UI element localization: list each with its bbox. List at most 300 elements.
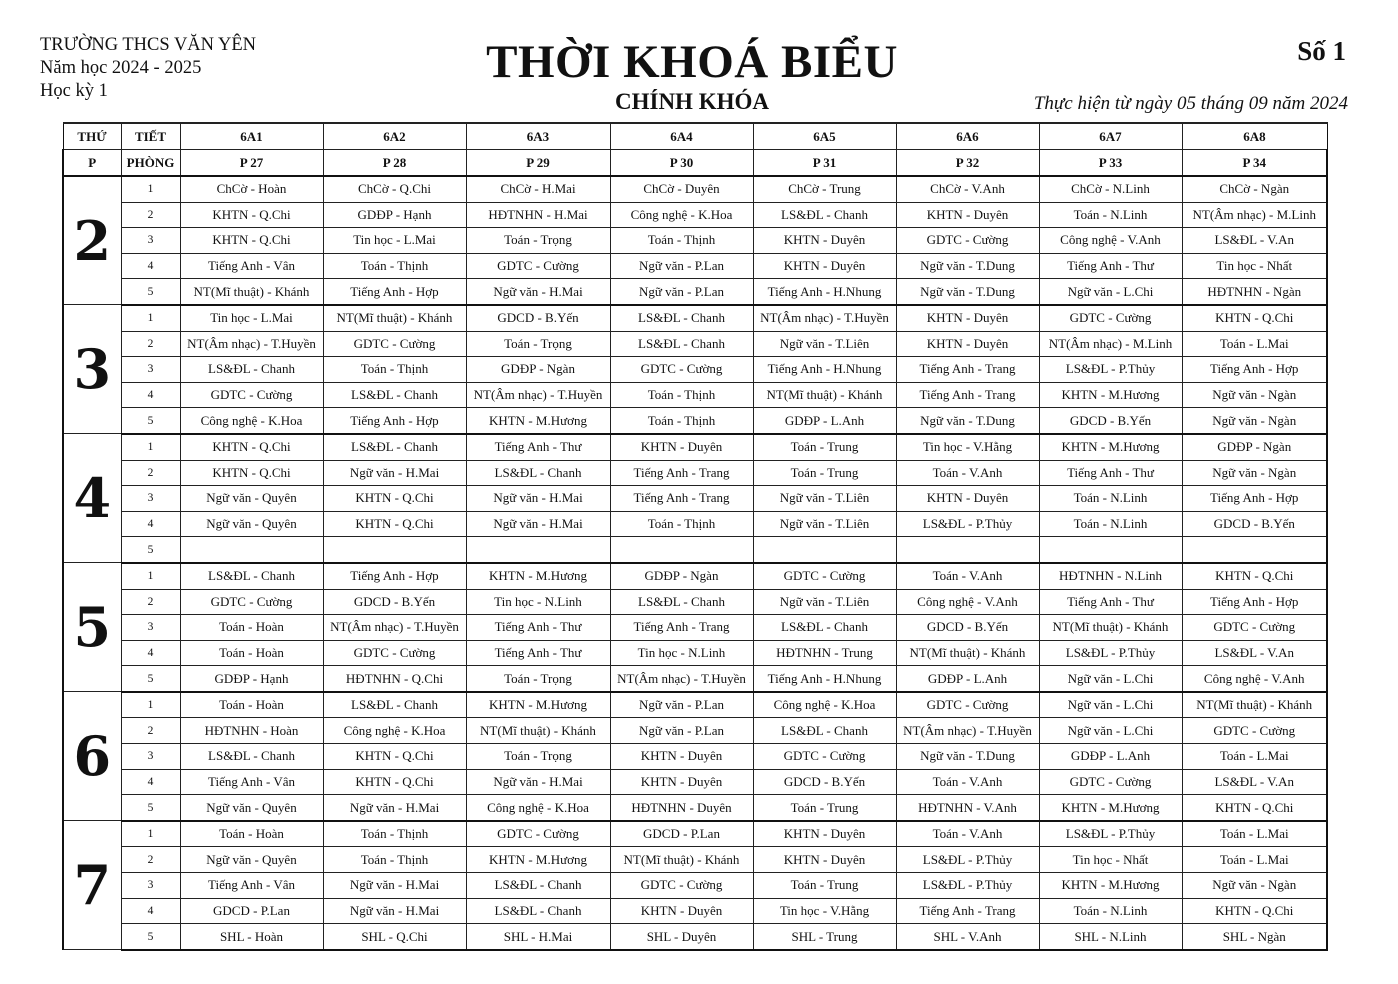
- lesson-cell: Công nghệ - K.Hoa: [466, 795, 610, 821]
- lesson-cell: Tiếng Anh - Trang: [610, 486, 753, 512]
- lesson-cell: Ngữ văn - H.Mai: [466, 769, 610, 795]
- lesson-cell: KHTN - Q.Chi: [323, 744, 466, 770]
- lesson-cell: NT(Âm nhạc) - T.Huyền: [753, 305, 896, 331]
- lesson-cell: GDĐP - Ngàn: [1182, 434, 1327, 460]
- lesson-cell: KHTN - Q.Chi: [1182, 898, 1327, 924]
- lesson-cell: Công nghệ - K.Hoa: [610, 202, 753, 228]
- lesson-cell: Ngữ văn - P.Lan: [610, 718, 753, 744]
- lesson-cell: LS&ĐL - Chanh: [180, 563, 323, 589]
- lesson-cell: HĐTNHN - Duyên: [610, 795, 753, 821]
- lesson-cell: NT(Âm nhạc) - T.Huyền: [610, 666, 753, 692]
- lesson-cell: Toán - Trọng: [466, 228, 610, 254]
- lesson-cell: GDTC - Cường: [1182, 615, 1327, 641]
- period-number: 4: [121, 769, 180, 795]
- lesson-cell: LS&ĐL - P.Thủy: [1039, 640, 1182, 666]
- day-column-header: THỨ: [63, 123, 121, 150]
- lesson-cell: KHTN - Duyên: [753, 821, 896, 847]
- lesson-cell: Ngữ văn - T.Dung: [896, 253, 1039, 279]
- lesson-cell: Tiếng Anh - Hợp: [323, 563, 466, 589]
- table-row: [63, 357, 1327, 383]
- lesson-cell: KHTN - Duyên: [610, 769, 753, 795]
- lesson-cell: Toán - V.Anh: [896, 821, 1039, 847]
- lesson-cell: Ngữ văn - Ngàn: [1182, 460, 1327, 486]
- room-label-header: PHÒNG: [121, 150, 180, 177]
- lesson-cell: HĐTNHN - Q.Chi: [323, 666, 466, 692]
- lesson-cell: LS&ĐL - Chanh: [753, 615, 896, 641]
- lesson-cell: SHL - Hoàn: [180, 924, 323, 950]
- period-number: 5: [121, 924, 180, 950]
- lesson-cell: KHTN - Q.Chi: [180, 434, 323, 460]
- lesson-cell: Ngữ văn - H.Mai: [466, 279, 610, 305]
- table-row: [63, 744, 1327, 770]
- lesson-cell: HĐTNHN - H.Mai: [466, 202, 610, 228]
- table-row: [63, 537, 1327, 563]
- table-row: [63, 331, 1327, 357]
- lesson-cell: LS&ĐL - V.An: [1182, 769, 1327, 795]
- table-row: [63, 228, 1327, 254]
- lesson-cell: KHTN - Q.Chi: [323, 769, 466, 795]
- lesson-cell: Tiếng Anh - H.Nhung: [753, 666, 896, 692]
- lesson-cell: LS&ĐL - P.Thủy: [896, 511, 1039, 537]
- school-name: TRƯỜNG THCS VĂN YÊN: [40, 35, 256, 55]
- table-row: [63, 176, 1327, 202]
- lesson-cell: Tiếng Anh - Vân: [180, 769, 323, 795]
- table-row: [63, 718, 1327, 744]
- lesson-cell: Ngữ văn - P.Lan: [610, 279, 753, 305]
- period-number: 5: [121, 666, 180, 692]
- lesson-cell: KHTN - Duyên: [753, 847, 896, 873]
- lesson-cell: Ngữ văn - L.Chi: [1039, 666, 1182, 692]
- lesson-cell: GDTC - Cường: [323, 640, 466, 666]
- lesson-cell: Tiếng Anh - Thư: [1039, 253, 1182, 279]
- lesson-cell: ChCờ - Ngàn: [1182, 176, 1327, 202]
- lesson-cell: GDĐP - L.Anh: [753, 408, 896, 434]
- lesson-cell: ChCờ - H.Mai: [466, 176, 610, 202]
- period-number: 5: [121, 279, 180, 305]
- lesson-cell: LS&ĐL - V.An: [1182, 640, 1327, 666]
- lesson-cell: KHTN - Q.Chi: [180, 228, 323, 254]
- lesson-cell: SHL - N.Linh: [1039, 924, 1182, 950]
- lesson-cell: GDCD - B.Yến: [896, 615, 1039, 641]
- table-row: [63, 202, 1327, 228]
- lesson-cell: NT(Âm nhạc) - T.Huyền: [896, 718, 1039, 744]
- lesson-cell: KHTN - Q.Chi: [323, 511, 466, 537]
- lesson-cell: Tiếng Anh - Thư: [1039, 460, 1182, 486]
- table-row: [63, 615, 1327, 641]
- lesson-cell: Ngữ văn - T.Liên: [753, 486, 896, 512]
- table-row: [63, 924, 1327, 950]
- period-number: 2: [121, 460, 180, 486]
- lesson-cell: Toán - L.Mai: [1182, 744, 1327, 770]
- period-number: 1: [121, 563, 180, 589]
- room-header: P 31: [753, 150, 896, 177]
- lesson-cell: SHL - Trung: [753, 924, 896, 950]
- lesson-cell: GDTC - Cường: [180, 589, 323, 615]
- lesson-cell: GDTC - Cường: [610, 357, 753, 383]
- lesson-cell: Ngữ văn - T.Liên: [753, 511, 896, 537]
- lesson-cell: Ngữ văn - H.Mai: [323, 873, 466, 899]
- lesson-cell: LS&ĐL - Chanh: [323, 692, 466, 718]
- class-header: 6A7: [1039, 123, 1182, 150]
- lesson-cell: Tiếng Anh - Trang: [896, 898, 1039, 924]
- lesson-cell: Ngữ văn - T.Dung: [896, 744, 1039, 770]
- lesson-cell: Ngữ văn - T.Dung: [896, 279, 1039, 305]
- lesson-cell: Ngữ văn - H.Mai: [323, 460, 466, 486]
- class-header: 6A1: [180, 123, 323, 150]
- lesson-cell: Công nghệ - V.Anh: [1182, 666, 1327, 692]
- room-header: P 29: [466, 150, 610, 177]
- period-number: 3: [121, 228, 180, 254]
- lesson-cell: KHTN - Q.Chi: [1182, 305, 1327, 331]
- lesson-cell: Toán - Hoàn: [180, 640, 323, 666]
- lesson-cell: GDCD - B.Yến: [753, 769, 896, 795]
- lesson-cell: GDCD - B.Yến: [1182, 511, 1327, 537]
- lesson-cell: Toán - Thịnh: [610, 408, 753, 434]
- lesson-cell: KHTN - Duyên: [896, 305, 1039, 331]
- room-header: P 28: [323, 150, 466, 177]
- day-label: 4: [63, 434, 121, 563]
- lesson-cell: Toán - V.Anh: [896, 460, 1039, 486]
- period-number: 3: [121, 744, 180, 770]
- room-header: P 33: [1039, 150, 1182, 177]
- lesson-cell: KHTN - Duyên: [753, 253, 896, 279]
- lesson-cell: Công nghệ - V.Anh: [896, 589, 1039, 615]
- day-label: 3: [63, 305, 121, 434]
- lesson-cell: Tin học - N.Linh: [610, 640, 753, 666]
- lesson-cell: LS&ĐL - P.Thủy: [896, 873, 1039, 899]
- lesson-cell: Toán - Thịnh: [610, 511, 753, 537]
- timetable: [62, 122, 1328, 951]
- lesson-cell: Tiếng Anh - Hợp: [1182, 357, 1327, 383]
- lesson-cell: GDCD - P.Lan: [610, 821, 753, 847]
- lesson-cell: HĐTNHN - Trung: [753, 640, 896, 666]
- lesson-cell: [1039, 537, 1182, 563]
- period-number: 3: [121, 615, 180, 641]
- lesson-cell: Toán - Hoàn: [180, 821, 323, 847]
- lesson-cell: GDĐP - Hạnh: [323, 202, 466, 228]
- lesson-cell: ChCờ - N.Linh: [1039, 176, 1182, 202]
- lesson-cell: Tin học - Nhất: [1039, 847, 1182, 873]
- lesson-cell: Tiếng Anh - Hợp: [1182, 486, 1327, 512]
- day-label: 6: [63, 692, 121, 821]
- lesson-cell: Công nghệ - K.Hoa: [753, 692, 896, 718]
- lesson-cell: LS&ĐL - Chanh: [610, 305, 753, 331]
- table-row: [63, 408, 1327, 434]
- table-row: [63, 873, 1327, 899]
- table-row: [63, 898, 1327, 924]
- lesson-cell: [323, 537, 466, 563]
- table-row: [63, 692, 1327, 718]
- lesson-cell: KHTN - Q.Chi: [180, 202, 323, 228]
- lesson-cell: Tiếng Anh - Trang: [896, 357, 1039, 383]
- lesson-cell: GDTC - Cường: [610, 873, 753, 899]
- lesson-cell: LS&ĐL - Chanh: [610, 589, 753, 615]
- lesson-cell: Toán - V.Anh: [896, 769, 1039, 795]
- lesson-cell: NT(Mĩ thuật) - Khánh: [323, 305, 466, 331]
- lesson-cell: Ngữ văn - H.Mai: [323, 795, 466, 821]
- period-number: 1: [121, 176, 180, 202]
- lesson-cell: Tiếng Anh - Thư: [466, 434, 610, 460]
- lesson-cell: GDĐP - L.Anh: [1039, 744, 1182, 770]
- lesson-cell: GDCD - B.Yến: [1039, 408, 1182, 434]
- day-label: 7: [63, 821, 121, 950]
- lesson-cell: Tin học - V.Hằng: [896, 434, 1039, 460]
- lesson-cell: [896, 537, 1039, 563]
- lesson-cell: KHTN - Duyên: [610, 898, 753, 924]
- table-row: [63, 847, 1327, 873]
- lesson-cell: GDCD - B.Yến: [466, 305, 610, 331]
- lesson-cell: LS&ĐL - Chanh: [180, 357, 323, 383]
- lesson-cell: KHTN - M.Hương: [466, 563, 610, 589]
- lesson-cell: [610, 537, 753, 563]
- lesson-cell: Toán - Thịnh: [323, 253, 466, 279]
- lesson-cell: ChCờ - Q.Chi: [323, 176, 466, 202]
- lesson-cell: Ngữ văn - T.Liên: [753, 331, 896, 357]
- period-number: 1: [121, 821, 180, 847]
- period-number: 3: [121, 873, 180, 899]
- table-row: [63, 434, 1327, 460]
- lesson-cell: NT(Mĩ thuật) - Khánh: [1039, 615, 1182, 641]
- lesson-cell: Toán - N.Linh: [1039, 511, 1182, 537]
- lesson-cell: Ngữ văn - Quyên: [180, 847, 323, 873]
- period-number: 5: [121, 537, 180, 563]
- header-row-classes: [63, 123, 1327, 150]
- lesson-cell: NT(Âm nhạc) - T.Huyền: [323, 615, 466, 641]
- lesson-cell: Tiếng Anh - Hợp: [1182, 589, 1327, 615]
- lesson-cell: KHTN - Q.Chi: [180, 460, 323, 486]
- lesson-cell: Tiếng Anh - Trang: [610, 460, 753, 486]
- lesson-cell: Ngữ văn - Ngàn: [1182, 408, 1327, 434]
- lesson-cell: KHTN - Q.Chi: [323, 486, 466, 512]
- lesson-cell: Tin học - N.Linh: [466, 589, 610, 615]
- period-number: 2: [121, 589, 180, 615]
- lesson-cell: NT(Mĩ thuật) - Khánh: [1182, 692, 1327, 718]
- lesson-cell: GDTC - Cường: [896, 692, 1039, 718]
- period-number: 1: [121, 434, 180, 460]
- table-row: [63, 253, 1327, 279]
- table-row: [63, 769, 1327, 795]
- lesson-cell: KHTN - Duyên: [610, 434, 753, 460]
- lesson-cell: ChCờ - V.Anh: [896, 176, 1039, 202]
- lesson-cell: Toán - L.Mai: [1182, 821, 1327, 847]
- lesson-cell: Tiếng Anh - Trang: [896, 382, 1039, 408]
- lesson-cell: GDĐP - Ngàn: [610, 563, 753, 589]
- lesson-cell: Toán - Thịnh: [323, 847, 466, 873]
- school-term: Học kỳ 1: [40, 81, 108, 101]
- lesson-cell: KHTN - M.Hương: [466, 847, 610, 873]
- lesson-cell: NT(Mĩ thuật) - Khánh: [466, 718, 610, 744]
- lesson-cell: GDTC - Cường: [1039, 305, 1182, 331]
- lesson-cell: NT(Âm nhạc) - T.Huyền: [466, 382, 610, 408]
- lesson-cell: Tiếng Anh - Hợp: [323, 408, 466, 434]
- lesson-cell: Tin học - L.Mai: [323, 228, 466, 254]
- lesson-cell: Công nghệ - V.Anh: [1039, 228, 1182, 254]
- lesson-cell: [180, 537, 323, 563]
- page-title: THỜI KHOÁ BIỂU: [486, 36, 898, 88]
- lesson-cell: Tiếng Anh - Vân: [180, 253, 323, 279]
- table-row: [63, 460, 1327, 486]
- lesson-cell: [466, 537, 610, 563]
- lesson-cell: LS&ĐL - Chanh: [180, 744, 323, 770]
- lesson-cell: LS&ĐL - Chanh: [323, 382, 466, 408]
- lesson-cell: SHL - Duyên: [610, 924, 753, 950]
- lesson-cell: Toán - Thịnh: [610, 228, 753, 254]
- lesson-cell: SHL - H.Mai: [466, 924, 610, 950]
- lesson-cell: ChCờ - Trung: [753, 176, 896, 202]
- lesson-cell: Ngữ văn - Ngàn: [1182, 382, 1327, 408]
- lesson-cell: HĐTNHN - Ngàn: [1182, 279, 1327, 305]
- class-header: 6A2: [323, 123, 466, 150]
- lesson-cell: ChCờ - Hoàn: [180, 176, 323, 202]
- class-header: 6A8: [1182, 123, 1327, 150]
- lesson-cell: Toán - L.Mai: [1182, 331, 1327, 357]
- lesson-cell: SHL - Ngàn: [1182, 924, 1327, 950]
- lesson-cell: LS&ĐL - Chanh: [466, 898, 610, 924]
- lesson-cell: Toán - V.Anh: [896, 563, 1039, 589]
- room-label-p: P: [63, 150, 121, 177]
- lesson-cell: LS&ĐL - Chanh: [466, 460, 610, 486]
- lesson-cell: KHTN - Q.Chi: [1182, 563, 1327, 589]
- lesson-cell: Toán - Trung: [753, 873, 896, 899]
- table-row: [63, 640, 1327, 666]
- period-number: 2: [121, 718, 180, 744]
- table-row: [63, 821, 1327, 847]
- table-row: [63, 563, 1327, 589]
- lesson-cell: Toán - Trung: [753, 434, 896, 460]
- lesson-cell: KHTN - Q.Chi: [1182, 795, 1327, 821]
- class-header: 6A5: [753, 123, 896, 150]
- lesson-cell: Toán - Trung: [753, 795, 896, 821]
- period-number: 2: [121, 331, 180, 357]
- table-row: [63, 279, 1327, 305]
- table-row: [63, 589, 1327, 615]
- lesson-cell: Tiếng Anh - H.Nhung: [753, 279, 896, 305]
- lesson-cell: GDCD - P.Lan: [180, 898, 323, 924]
- lesson-cell: NT(Âm nhạc) - M.Linh: [1182, 202, 1327, 228]
- lesson-cell: Ngữ văn - H.Mai: [323, 898, 466, 924]
- lesson-cell: Toán - N.Linh: [1039, 898, 1182, 924]
- lesson-cell: GDCD - B.Yến: [323, 589, 466, 615]
- lesson-cell: GDĐP - L.Anh: [896, 666, 1039, 692]
- lesson-cell: GDTC - Cường: [323, 331, 466, 357]
- table-row: [63, 795, 1327, 821]
- lesson-cell: LS&ĐL - Chanh: [610, 331, 753, 357]
- lesson-cell: Ngữ văn - H.Mai: [466, 486, 610, 512]
- lesson-cell: Tin học - Nhất: [1182, 253, 1327, 279]
- lesson-cell: KHTN - M.Hương: [1039, 795, 1182, 821]
- page-subtitle: CHÍNH KHÓA: [615, 89, 769, 114]
- period-number: 5: [121, 795, 180, 821]
- class-header: 6A6: [896, 123, 1039, 150]
- lesson-cell: KHTN - M.Hương: [466, 692, 610, 718]
- lesson-cell: Toán - Trọng: [466, 331, 610, 357]
- period-number: 1: [121, 305, 180, 331]
- lesson-cell: KHTN - Duyên: [610, 744, 753, 770]
- lesson-cell: Công nghệ - K.Hoa: [180, 408, 323, 434]
- lesson-cell: [753, 537, 896, 563]
- lesson-cell: SHL - Q.Chi: [323, 924, 466, 950]
- lesson-cell: Tiếng Anh - Hợp: [323, 279, 466, 305]
- lesson-cell: GDTC - Cường: [753, 563, 896, 589]
- lesson-cell: Toán - Trọng: [466, 744, 610, 770]
- lesson-cell: Ngữ văn - L.Chi: [1039, 718, 1182, 744]
- period-number: 4: [121, 253, 180, 279]
- lesson-cell: Tiếng Anh - Thư: [466, 640, 610, 666]
- lesson-cell: HĐTNHN - N.Linh: [1039, 563, 1182, 589]
- lesson-cell: Tin học - L.Mai: [180, 305, 323, 331]
- period-column-header: TIẾT: [121, 123, 180, 150]
- period-number: 4: [121, 511, 180, 537]
- lesson-cell: NT(Mĩ thuật) - Khánh: [896, 640, 1039, 666]
- lesson-cell: LS&ĐL - P.Thủy: [1039, 357, 1182, 383]
- lesson-cell: Tiếng Anh - H.Nhung: [753, 357, 896, 383]
- lesson-cell: GDTC - Cường: [896, 228, 1039, 254]
- table-row: [63, 305, 1327, 331]
- lesson-cell: Toán - N.Linh: [1039, 486, 1182, 512]
- room-header: P 34: [1182, 150, 1327, 177]
- table-row: [63, 511, 1327, 537]
- lesson-cell: Toán - Thịnh: [323, 357, 466, 383]
- lesson-cell: KHTN - M.Hương: [1039, 434, 1182, 460]
- lesson-cell: Ngữ văn - Quyên: [180, 511, 323, 537]
- lesson-cell: Tiếng Anh - Thư: [1039, 589, 1182, 615]
- lesson-cell: Tiếng Anh - Vân: [180, 873, 323, 899]
- lesson-cell: Ngữ văn - L.Chi: [1039, 692, 1182, 718]
- lesson-cell: Tin học - V.Hằng: [753, 898, 896, 924]
- lesson-cell: GDTC - Cường: [1039, 769, 1182, 795]
- table-row: [63, 382, 1327, 408]
- day-label: 5: [63, 563, 121, 692]
- table-row: [63, 666, 1327, 692]
- lesson-cell: NT(Mĩ thuật) - Khánh: [753, 382, 896, 408]
- lesson-cell: HĐTNHN - Hoàn: [180, 718, 323, 744]
- effective-date: Thực hiện từ ngày 05 tháng 09 năm 2024: [1033, 93, 1348, 114]
- period-number: 4: [121, 640, 180, 666]
- lesson-cell: LS&ĐL - V.An: [1182, 228, 1327, 254]
- lesson-cell: KHTN - Duyên: [896, 331, 1039, 357]
- lesson-cell: KHTN - M.Hương: [466, 408, 610, 434]
- lesson-cell: [1182, 537, 1327, 563]
- room-header: P 30: [610, 150, 753, 177]
- lesson-cell: HĐTNHN - V.Anh: [896, 795, 1039, 821]
- lesson-cell: Ngữ văn - T.Liên: [753, 589, 896, 615]
- period-number: 2: [121, 202, 180, 228]
- period-number: 4: [121, 382, 180, 408]
- lesson-cell: Toán - Hoàn: [180, 692, 323, 718]
- lesson-cell: Ngữ văn - P.Lan: [610, 253, 753, 279]
- lesson-cell: GDTC - Cường: [466, 821, 610, 847]
- lesson-cell: KHTN - Duyên: [753, 228, 896, 254]
- lesson-cell: Toán - Trung: [753, 460, 896, 486]
- lesson-cell: LS&ĐL - Chanh: [466, 873, 610, 899]
- lesson-cell: Ngữ văn - Quyên: [180, 486, 323, 512]
- lesson-cell: GDTC - Cường: [753, 744, 896, 770]
- period-number: 3: [121, 357, 180, 383]
- lesson-cell: Ngữ văn - T.Dung: [896, 408, 1039, 434]
- day-label: 2: [63, 176, 121, 305]
- lesson-cell: Ngữ văn - Quyên: [180, 795, 323, 821]
- lesson-cell: LS&ĐL - P.Thủy: [896, 847, 1039, 873]
- lesson-cell: KHTN - Duyên: [896, 202, 1039, 228]
- school-year: Năm học 2024 - 2025: [40, 58, 202, 78]
- period-number: 1: [121, 692, 180, 718]
- lesson-cell: LS&ĐL - Chanh: [323, 434, 466, 460]
- lesson-cell: Toán - Thịnh: [323, 821, 466, 847]
- lesson-cell: Toán - Thịnh: [610, 382, 753, 408]
- lesson-cell: SHL - V.Anh: [896, 924, 1039, 950]
- lesson-cell: ChCờ - Duyên: [610, 176, 753, 202]
- lesson-cell: NT(Âm nhạc) - T.Huyền: [180, 331, 323, 357]
